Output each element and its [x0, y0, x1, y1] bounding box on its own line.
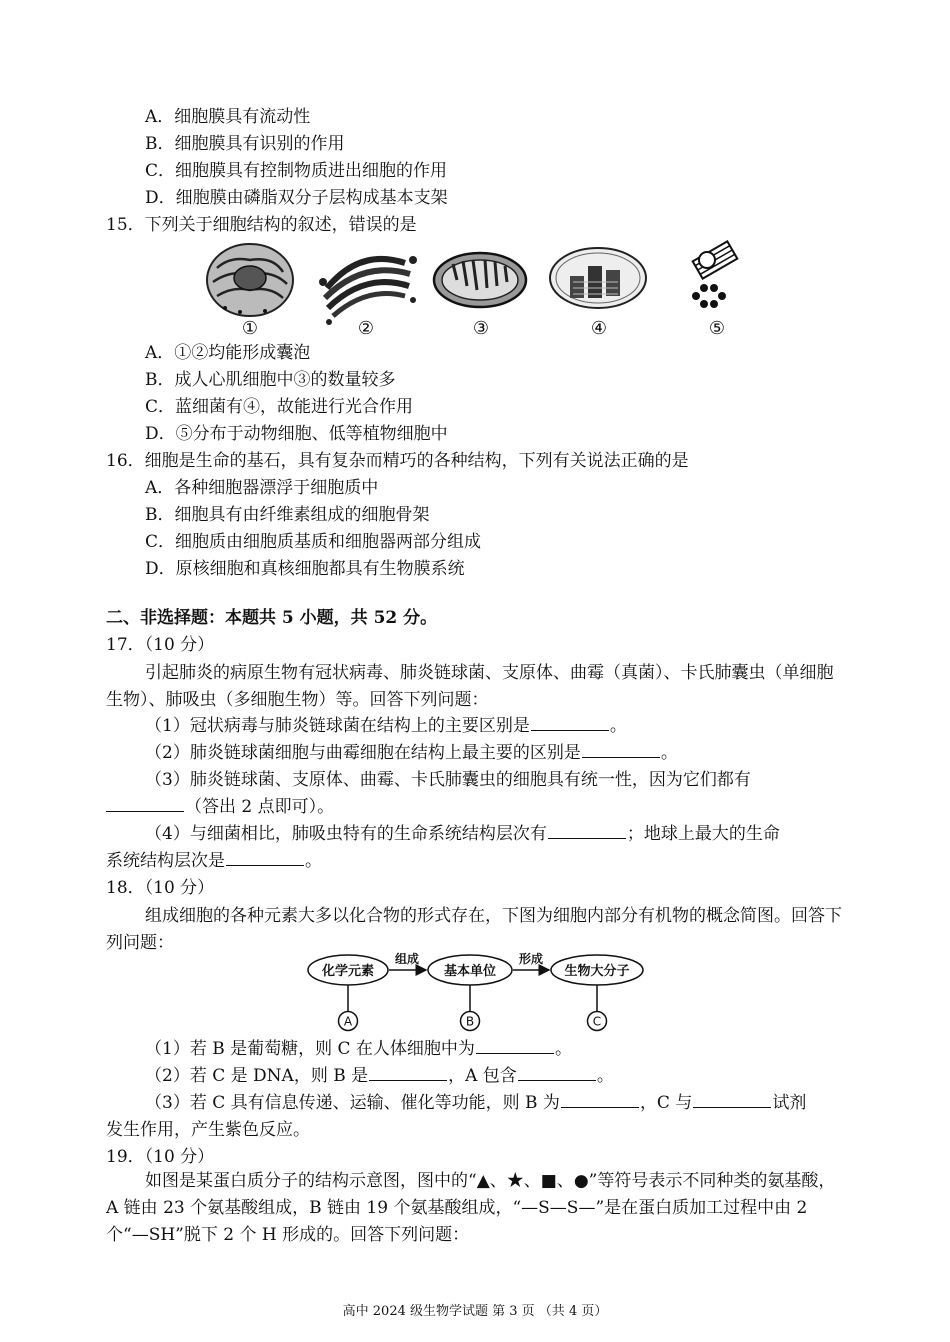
q18-intro: 组成细胞的各种元素大多以化合物的形式存在，下图为细胞内部分有机物的概念简图。回答下列问题：: [106, 906, 842, 953]
figure-label-2: ②: [357, 318, 375, 339]
q14-option-c: C．细胞膜具有控制物质进出细胞的作用: [145, 161, 448, 181]
answer-blank[interactable]: [548, 822, 626, 839]
answer-blank[interactable]: [369, 1064, 447, 1081]
centrosome-icon: [692, 241, 737, 308]
q17-sub1-end: 。: [609, 716, 627, 736]
letter-b: B: [465, 1014, 475, 1029]
q17-sub4-text: （4）与细菌相比，肺吸虫特有的生命系统结构层次有: [145, 824, 547, 844]
q18-sub2: [145, 1064, 614, 1088]
node-macromolecule-label: 生物大分子: [564, 964, 630, 979]
q17-sub2-text: （2）肺炎链球菌细胞与曲霉细胞在结构上最主要的区别是: [145, 743, 581, 763]
node-basic-unit-label: 基本单位: [443, 964, 497, 979]
q15-option-b: B．成人心肌细胞中③的数量较多: [145, 370, 396, 390]
q17-sub1: [145, 714, 627, 738]
q15-stem: 15．下列关于细胞结构的叙述，错误的是: [106, 215, 417, 235]
endoplasmic-reticulum-icon: [207, 244, 293, 316]
answer-blank[interactable]: [518, 1064, 596, 1081]
section2-title: 二、非选择题：本题共 5 小题，共 52 分。: [106, 608, 438, 628]
q16-option-b: B．细胞具有由纤维素组成的细胞骨架: [145, 505, 430, 525]
q19-intro: 如图是某蛋白质分子的结构示意图，图中的“▲、★、■、●”等符号表示不同种类的氨基酸，A 链由 23 个氨基酸组成，B 链由 19 个氨基酸组成，“—S—S—”是在蛋白质加工过程中由 2 个“—SH”脱下 2 个 H 形成的。回答下列问题：: [106, 1171, 836, 1245]
answer-blank[interactable]: [106, 795, 184, 812]
q18-sub1-end: 。: [554, 1039, 572, 1059]
q15-option-a: A．①②均能形成囊泡: [145, 343, 311, 363]
q14-option-a: A．细胞膜具有流动性: [145, 107, 311, 127]
q18-sub2-text: （2）若 C 是 DNA，则 B 是: [145, 1066, 369, 1086]
q18-concept-diagram: [300, 950, 650, 1036]
q18-number: 18．（10 分）: [106, 878, 215, 898]
figure-label-3: ③: [472, 318, 490, 339]
q14-option-b: B．细胞膜具有识别的作用: [145, 134, 345, 154]
q17-sub3-cont-text: （答出 2 点即可）。: [185, 797, 335, 817]
answer-blank[interactable]: [476, 1037, 554, 1054]
q18-sub1-text: （1）若 B 是葡萄糖，则 C 在人体细胞中为: [145, 1039, 475, 1059]
q17-sub4-cont: [106, 849, 322, 873]
q16-option-a: A．各种细胞器漂浮于细胞质中: [145, 478, 379, 498]
q14-option-d: D．细胞膜由磷脂双分子层构成基本支架: [145, 188, 448, 208]
q18-sub3-cont: 发生作用，产生紫色反应。: [106, 1120, 310, 1140]
figure-label-1: ①: [241, 318, 259, 339]
q16-option-d: D．原核细胞和真核细胞都具有生物膜系统: [145, 559, 465, 579]
q18-sub3-tail: 试剂: [772, 1093, 807, 1113]
answer-blank[interactable]: [226, 849, 304, 866]
q16-stem: 16．细胞是生命的基石，具有复杂而精巧的各种结构，下列有关说法正确的是: [106, 451, 689, 471]
q17-sub1-text: （1）冠状病毒与肺炎链球菌在结构上的主要区别是: [145, 716, 530, 736]
q17-sub4-mid: ；地球上最大的生命: [626, 824, 780, 844]
q17-sub2-end: 。: [660, 743, 678, 763]
q15-organelle-figure: [195, 238, 755, 342]
answer-blank[interactable]: [531, 714, 609, 731]
q17-sub3: （3）肺炎链球菌、支原体、曲霉、卡氏肺囊虫的细胞具有统一性，因为它们都有: [145, 770, 751, 790]
letter-c: C: [592, 1014, 602, 1029]
q17-sub2: [145, 741, 678, 765]
q18-sub2-mid: ，A 包含: [448, 1066, 517, 1086]
q18-sub1: [145, 1037, 572, 1061]
q18-sub3-mid: ，C 与: [639, 1093, 693, 1113]
q18-sub2-end: 。: [596, 1066, 614, 1086]
answer-blank[interactable]: [582, 741, 660, 758]
answer-blank[interactable]: [561, 1091, 639, 1108]
q17-sub3-cont: [106, 795, 334, 819]
q18-sub3-text: （3）若 C 具有信息传递、运输、催化等功能，则 B 为: [145, 1093, 560, 1113]
letter-a: A: [343, 1014, 353, 1029]
q18-sub3: [145, 1091, 806, 1115]
q17-number: 17．（10 分）: [106, 635, 215, 655]
q15-option-c: C．蓝细菌有④，故能进行光合作用: [145, 397, 414, 417]
chloroplast-icon: [550, 248, 646, 308]
mitochondrion-icon: [434, 253, 526, 307]
q17-sub4-end: 。: [305, 851, 322, 871]
golgi-apparatus-icon: [319, 256, 417, 325]
q19-number: 19．（10 分）: [106, 1147, 215, 1167]
answer-blank[interactable]: [693, 1091, 771, 1108]
node-chemical-elements-label: 化学元素: [321, 964, 375, 979]
q17-sub4: [145, 822, 780, 846]
figure-label-4: ④: [590, 318, 608, 339]
q16-option-c: C．细胞质由细胞质基质和细胞器两部分组成: [145, 532, 482, 552]
q17-sub4-cont-text: 系统结构层次是: [106, 851, 225, 871]
page-footer: 高中 2024 级生物学试题 第 3 页 （共 4 页）: [342, 1304, 608, 1319]
q17-intro: 引起肺炎的病原生物有冠状病毒、肺炎链球菌、支原体、曲霉（真菌）、卡氏肺囊虫（单细胞生物）、肺吸虫（多细胞生物）等。回答下列问题：: [106, 663, 834, 710]
arrow-form-label: 形成: [518, 952, 544, 966]
q15-option-d: D．⑤分布于动物细胞、低等植物细胞中: [145, 424, 448, 444]
figure-label-5: ⑤: [708, 318, 726, 339]
arrow-compose-label: 组成: [394, 952, 420, 966]
